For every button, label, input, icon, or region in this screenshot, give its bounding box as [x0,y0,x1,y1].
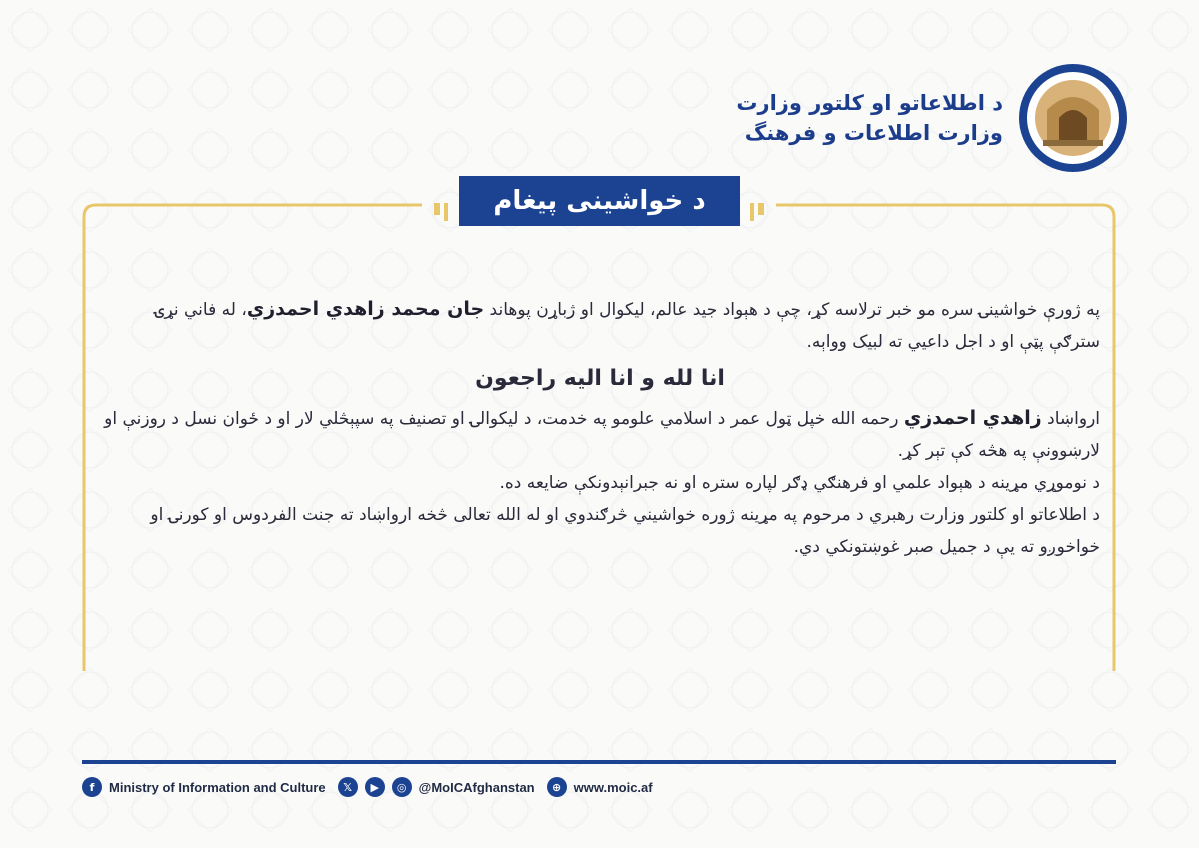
paragraph-1 [100,293,1100,358]
message-body [100,293,1100,563]
footer-org [82,777,326,797]
paragraph-2-text-b: رحمه الله خپل ټول عمر د اسلامي علومو په خدمت، د لیکوالۍ او تصنیف په سپېڅلي لار او د ځوان نسل د روزنې او لارښوونې په هڅه کې تېر کړ. [104,409,1100,461]
footer [82,775,665,799]
paragraph-4: د اطلاعاتو او کلتور وزارت رهبري د مرحوم په مړینه ژوره خواشیني څرګندوي او له الله تعالی څخه ارواښاد ته جنت الفردوس او کورنۍ او خواخوږو ته یې د جمیل صبر غوښتونکي دي. [150,505,1100,557]
footer-org-name: Ministry of Information and Culture [109,779,326,795]
title-banner [459,176,740,226]
youtube-icon[interactable]: ▶ [365,777,385,797]
footer-divider [82,760,1116,764]
ministry-seal-logo [1017,62,1129,174]
deceased-full-name: جان محمد زاهدي احمدزي [246,298,485,320]
footer-handle[interactable]: @MoICAfghanstan [418,779,535,795]
header [736,62,1129,174]
web-icon[interactable]: ⊕ [547,777,567,797]
page-title: د خواشینی پیغام [493,186,706,216]
instagram-icon[interactable]: ◎ [392,777,412,797]
paragraph-1-text-b: ، له فاني نړۍ سترګې پټې او د اجل داعيي ته لبیک وواېه. [154,300,1100,352]
footer-website[interactable]: www.moic.af [573,779,653,795]
paragraph-2 [100,402,1100,467]
footer-socials [338,777,535,797]
ministry-name-dari: وزارت اطلاعات و فرهنگ [744,121,1003,145]
ministry-names [736,88,1003,148]
ministry-name-pashto: د اطلاعاتو او کلتور وزارت [736,91,1003,115]
paragraph-1-text-a: په ژورې خواشینۍ سره مو خبر ترلاسه کړ، چې د هېواد جید عالم، لیکوال او ژباړن پوهاند [484,300,1100,320]
x-icon[interactable]: 𝕏 [338,777,358,797]
facebook-icon[interactable]: f [82,777,102,797]
paragraph-2-text-a: ارواښاد [1041,409,1100,429]
footer-web [547,777,653,797]
quran-verse: انا لله و انا اليه راجعون [475,366,725,391]
deceased-name: زاهدي احمدزي [903,407,1042,429]
paragraph-3: د نوموړي مړینه د هېواد علمي او فرهنګي ډګر لپاره ستره او نه جبرانېدونکې ضایعه ده. [499,473,1100,493]
